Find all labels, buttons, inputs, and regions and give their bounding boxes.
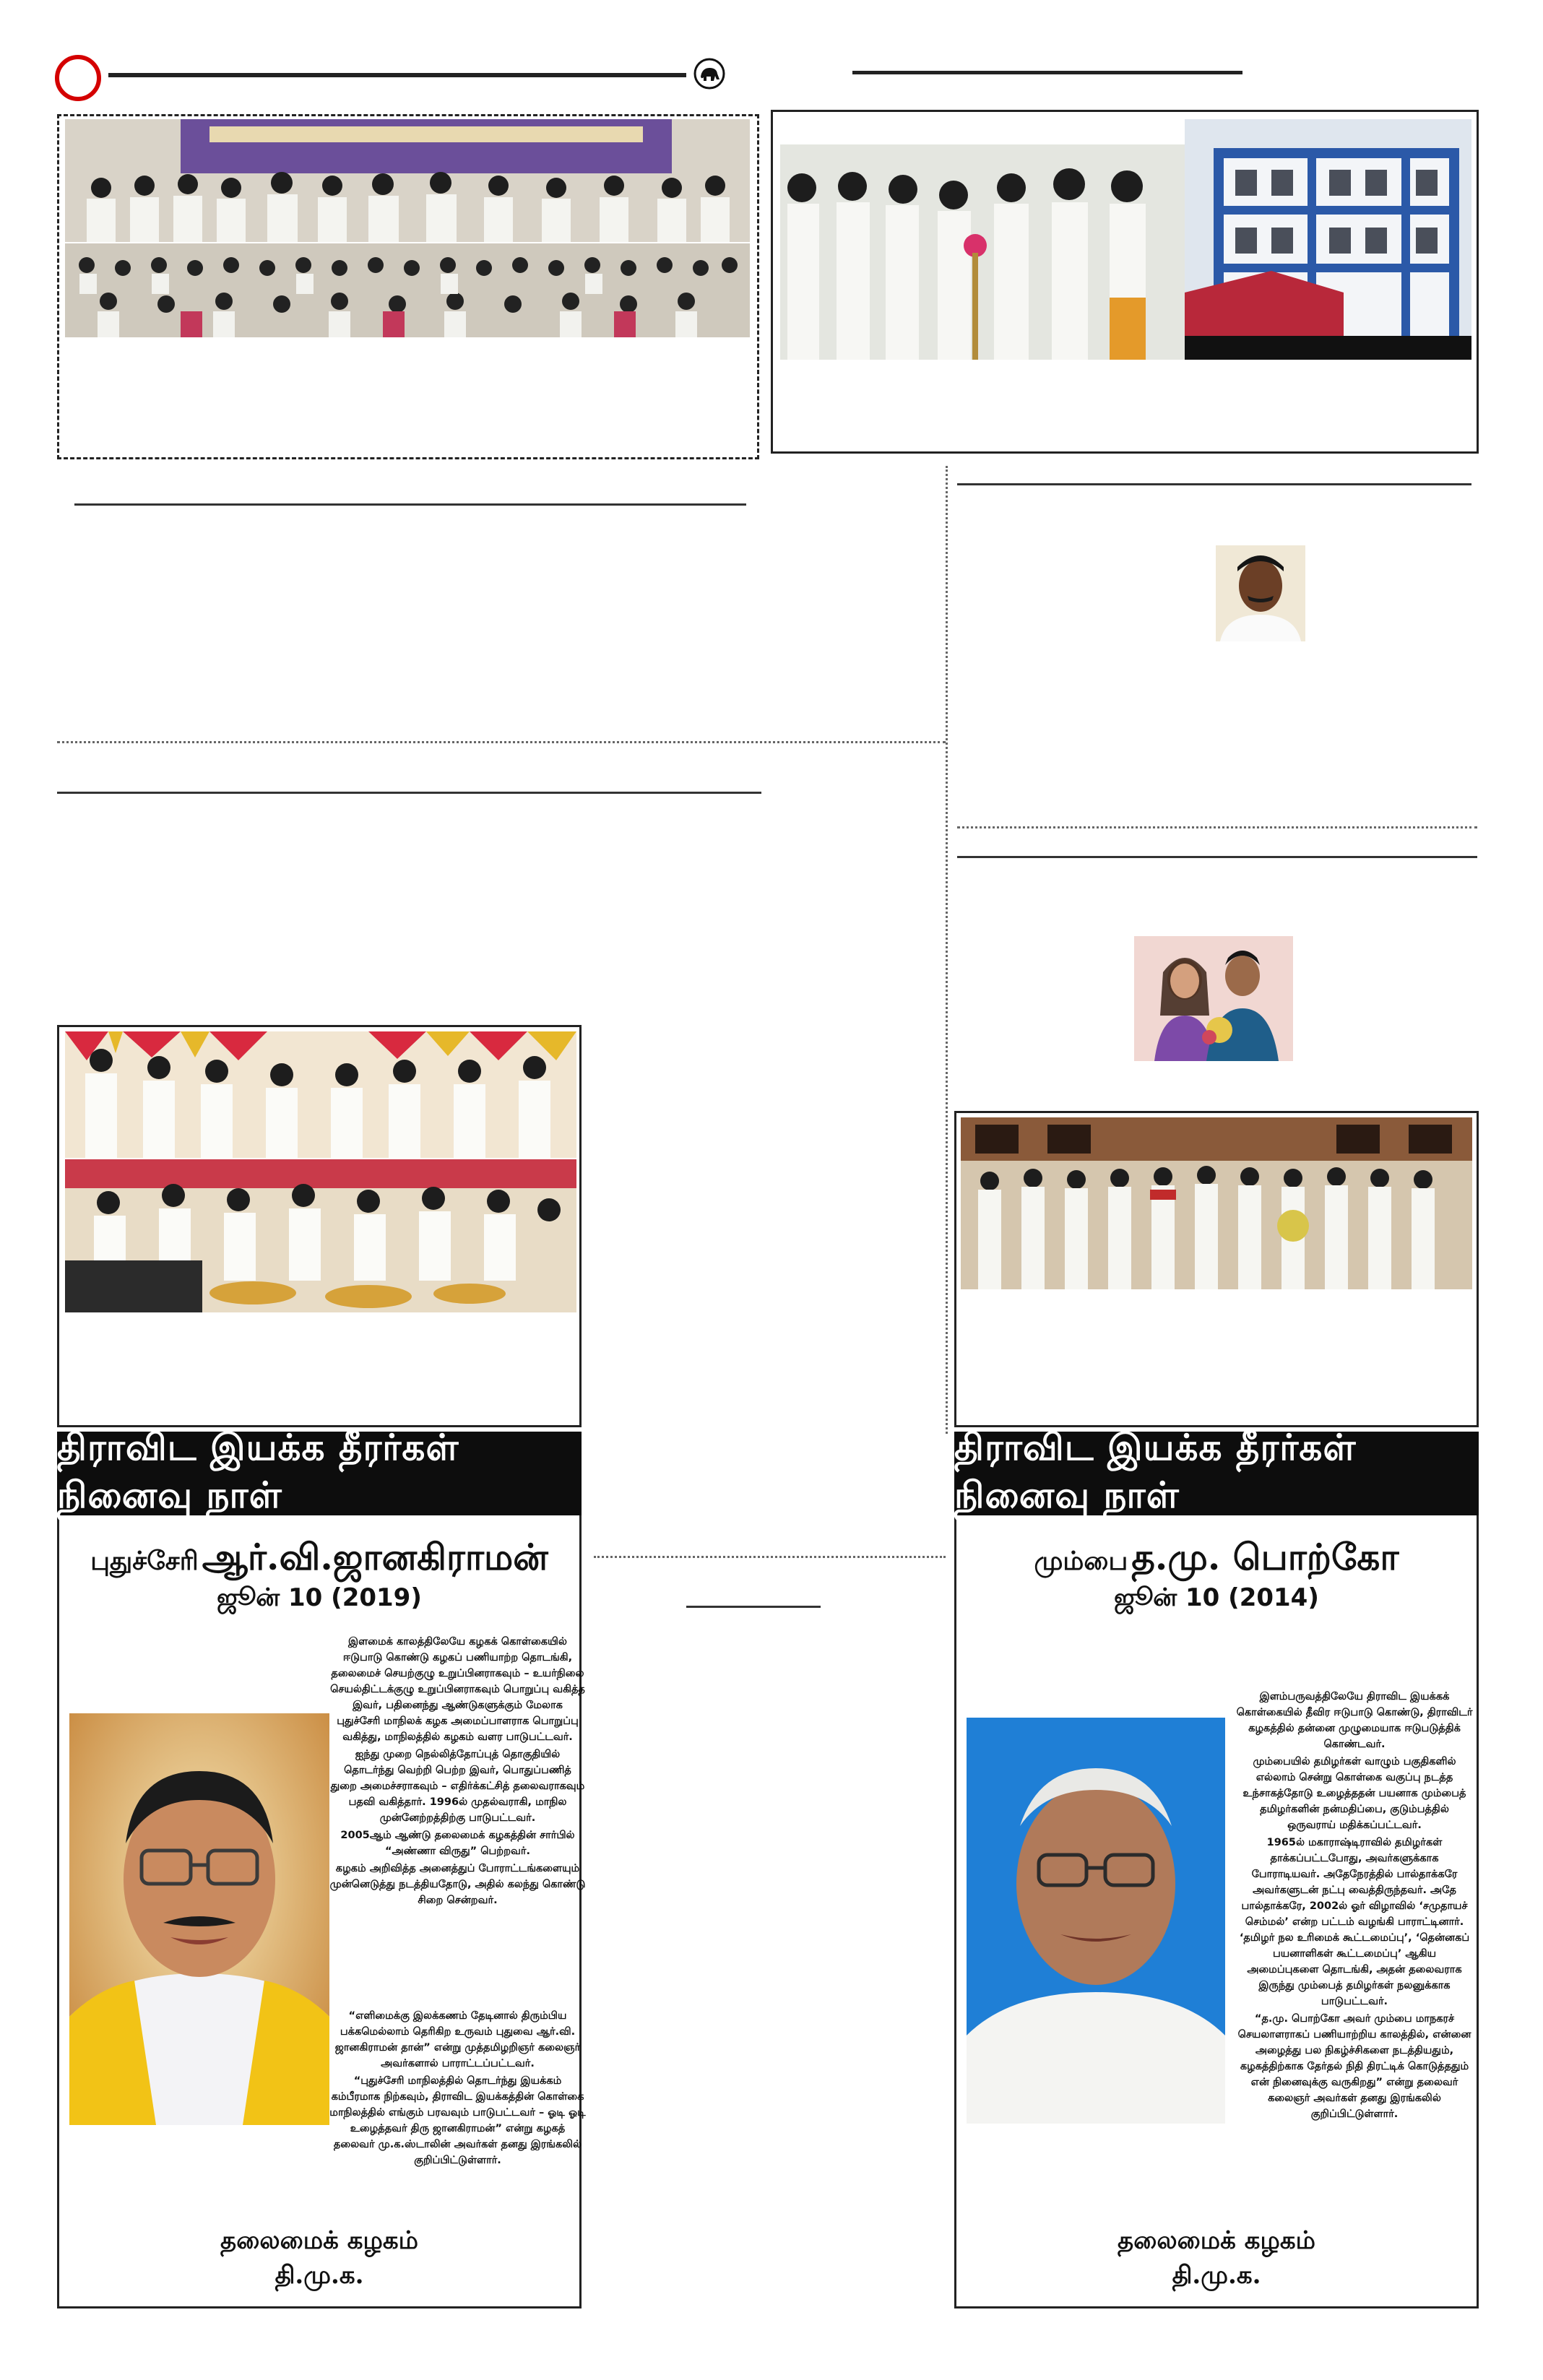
separator-dotted-2 [957, 826, 1477, 828]
tribute-right-para-4: “த.மு. பொற்கோ அவர் மும்பை மாநகரச் செயலாளராகப் பணியாற்றிய காலத்தில், என்னை அழைத்து பல நிகழ்ச்சிகளை நடத்தியதும், கழகத்திற்காக தேர்தல் நிதி திரட்டிக் கொடுத்ததும் என் நினைவுக்கு வருகிறது” என்று தலைவர் கலைஞர் அவர்கள் தனது இரங்கலில் குறிப்பிட்டுள்ளார். [1237, 2013, 1471, 2120]
page-number-circle [55, 55, 101, 101]
tribute-right-footer-line1: தலைமைக் கழகம் [1118, 2226, 1315, 2255]
tribute-left-place: புதுச்சேரி [90, 1546, 199, 1576]
tribute-left-footer-line2: தி.மு.க. [275, 2261, 364, 2290]
tribute-left-banner: திராவிட இயக்க தீரர்கள் நினைவு நாள் [57, 1432, 582, 1515]
article-rule-5 [686, 1606, 821, 1608]
tribute-left-para-1: இளமைக் காலத்திலேயே கழகக் கொள்கையில் ஈடுபாடு கொண்டு கழகப் பணியாற்ற தொடங்கி, தலைமைச் செயற்குழு உறுப்பினராகவும் – உயர்நிலை செயல்திட்டக்குழு உறுப்பினராகவும் பொறுப்பு வகித்த இவர், பதினைந்து ஆண்டுகளுக்கும் மேலாக புதுச்சேரி மாநிலக் கழக அமைப்பாளராக பொறுப்பு வகித்து, மாநிலத்தில் கழகம் வளர பாடுபட்டவர். [330, 1636, 585, 1743]
tribute-left-para-6: “புதுச்சேரி மாநிலத்தில் தொடர்ந்து இயக்கம் கம்பீரமாக நிற்கவும், திராவிட இயக்கத்தின் கொள்கை மாநிலத்தில் எங்கும் பரவவும் பாடுபட்டவர் – ஓடி ஓடி உழைத்தவர் திரு ஜானகிராமன்” என்று கழகத் தலைவர் மு.க.ஸ்டாலின் அவர்கள் தனது இரங்கலில் குறிப்பிட்டுள்ளார். [329, 2075, 586, 2166]
tribute-right-name: த.மு. பொற்கோ [1131, 1536, 1399, 1578]
tribute-left-bio-continued [329, 2008, 586, 2170]
tribute-left-footer [59, 2223, 579, 2293]
tribute-right-bio [1235, 1689, 1474, 2124]
tribute-right-banner: திராவிட இயக்க தீரர்கள் நினைவு நாள் [954, 1432, 1479, 1515]
separator-dotted-1 [57, 741, 946, 743]
tribute-left-para-4: கழகம் அறிவித்த அனைத்துப் போராட்டங்களையும் முன்னெடுத்து நடத்தியதோடு, அதில் கலந்து கொண்டு சிறை சென்றவர். [329, 1863, 586, 1906]
column-divider [946, 466, 948, 1434]
article-rule-1 [74, 503, 746, 506]
tribute-right-date: ஜூன் 10 (2014) [1114, 1583, 1319, 1612]
lamp-lighting-photo [780, 144, 1185, 360]
tribute-right-footer-line2: தி.மு.க. [1172, 2261, 1261, 2290]
tribute-right-portrait [967, 1718, 1225, 2124]
tribute-right-para-1: இளம்பருவத்திலேயே திராவிட இயக்கக் கொள்கையில் தீவிர ஈடுபாடு கொண்டு, திராவிடர் கழகத்தில் தன்னை முழுமையாக ஈடுபடுத்திக் கொண்டவர். [1236, 1691, 1473, 1750]
group-standing-photo [961, 1117, 1472, 1289]
tribute-left-footer-line1: தலைமைக் கழகம் [220, 2226, 418, 2255]
building-photo [1185, 119, 1471, 360]
tribute-right-place: மும்பை [1034, 1546, 1128, 1576]
article-rule-4 [957, 856, 1477, 858]
meeting-stage-photo [65, 119, 750, 242]
couple-photo [1134, 936, 1293, 1061]
separator-dotted-3 [594, 1556, 946, 1558]
tribute-left-para-3: 2005ஆம் ஆண்டு தலைமைக் கழகத்தின் சார்பில் “அண்ணா விருது” பெற்றவர். [340, 1830, 575, 1857]
tribute-left-bio [329, 1634, 586, 1910]
tribute-right-para-3: 1965ல் மகாராஷ்டிராவில் தமிழர்கள் தாக்கப்பட்டபோது, அவர்களுக்காக போராடியவர். அதேநேரத்தில் பால்தாக்கரே அவர்களுடன் நட்பு வைத்திருந்தவர். அதே பால்தாக்கரே, 2002ல் ஓர் விழாவில் ‘சமுதாயச் செம்மல்’ என்ற பட்டம் வழங்கி பாராட்டினார். ‘தமிழர் நல உரிமைக் கூட்டமைப்பு’, ‘தென்னகப் பயனாளிகள் கூட்டமைப்பு’ ஆகிய அமைப்புகளை தொடங்கி, அதன் தலைவராக இருந்து மும்பைத் தமிழர்கள் நலனுக்காக பாடுபட்டவர். [1239, 1837, 1470, 2007]
tribute-left-name: ஆர்.வி.ஜானகிராமன் [202, 1536, 548, 1578]
tribute-right-para-2: மும்பையில் தமிழர்கள் வாழும் பகுதிகளில் எல்லாம் சென்று கொள்கை வகுப்பு நடத்த உந்சாகத்தோடு உழைத்ததன் பயனாக மும்பைத் தமிழர்களின் நன்மதிப்பை, குடும்பத்தில் ஒருவராய் மதிக்கப்பட்டவர். [1242, 1756, 1466, 1831]
tribute-left-name-line [59, 1536, 579, 1583]
tribute-left-portrait [69, 1713, 329, 2125]
leaders-photo [65, 1031, 576, 1158]
tribute-left-para-5: “எளிமைக்கு இலக்கணம் தேடினால் திரும்பிய பக்கமெல்லாம் தெரிகிற உருவம் புதுவை ஆர்.வி. ஜானகிராமன் தான்” என்று முத்தமிழறிஞர் கலைஞர் அவர்களால் பாராட்டப்பட்டவர். [334, 2010, 581, 2069]
header-rule-left [108, 73, 686, 77]
portrait-man-photo [1216, 545, 1305, 641]
tribute-right-footer [956, 2223, 1477, 2293]
article-rule-3 [957, 483, 1471, 485]
meeting-audience-photo [65, 243, 750, 337]
header-rule-right [852, 71, 1242, 74]
tribute-right-name-line [956, 1536, 1477, 1583]
article-rule-2 [57, 792, 761, 794]
tribute-left-date: ஜூன் 10 (2019) [217, 1583, 422, 1612]
elephant-logo-icon [693, 58, 725, 90]
tribute-left-para-2: ஐந்து முறை நெல்லித்தோப்புத் தொகுதியில் தொடர்ந்து வெற்றி பெற்ற இவர், பொதுப்பணித் துறை அமைச்சராகவும் – எதிர்க்கட்சித் தலைவராகவும் பதவி வகித்தார். 1996ல் முதல்வராகி, மாநில முன்னேற்றத்திற்கு பாடுபட்டவர். [330, 1749, 585, 1824]
food-serving-photo [65, 1159, 576, 1312]
